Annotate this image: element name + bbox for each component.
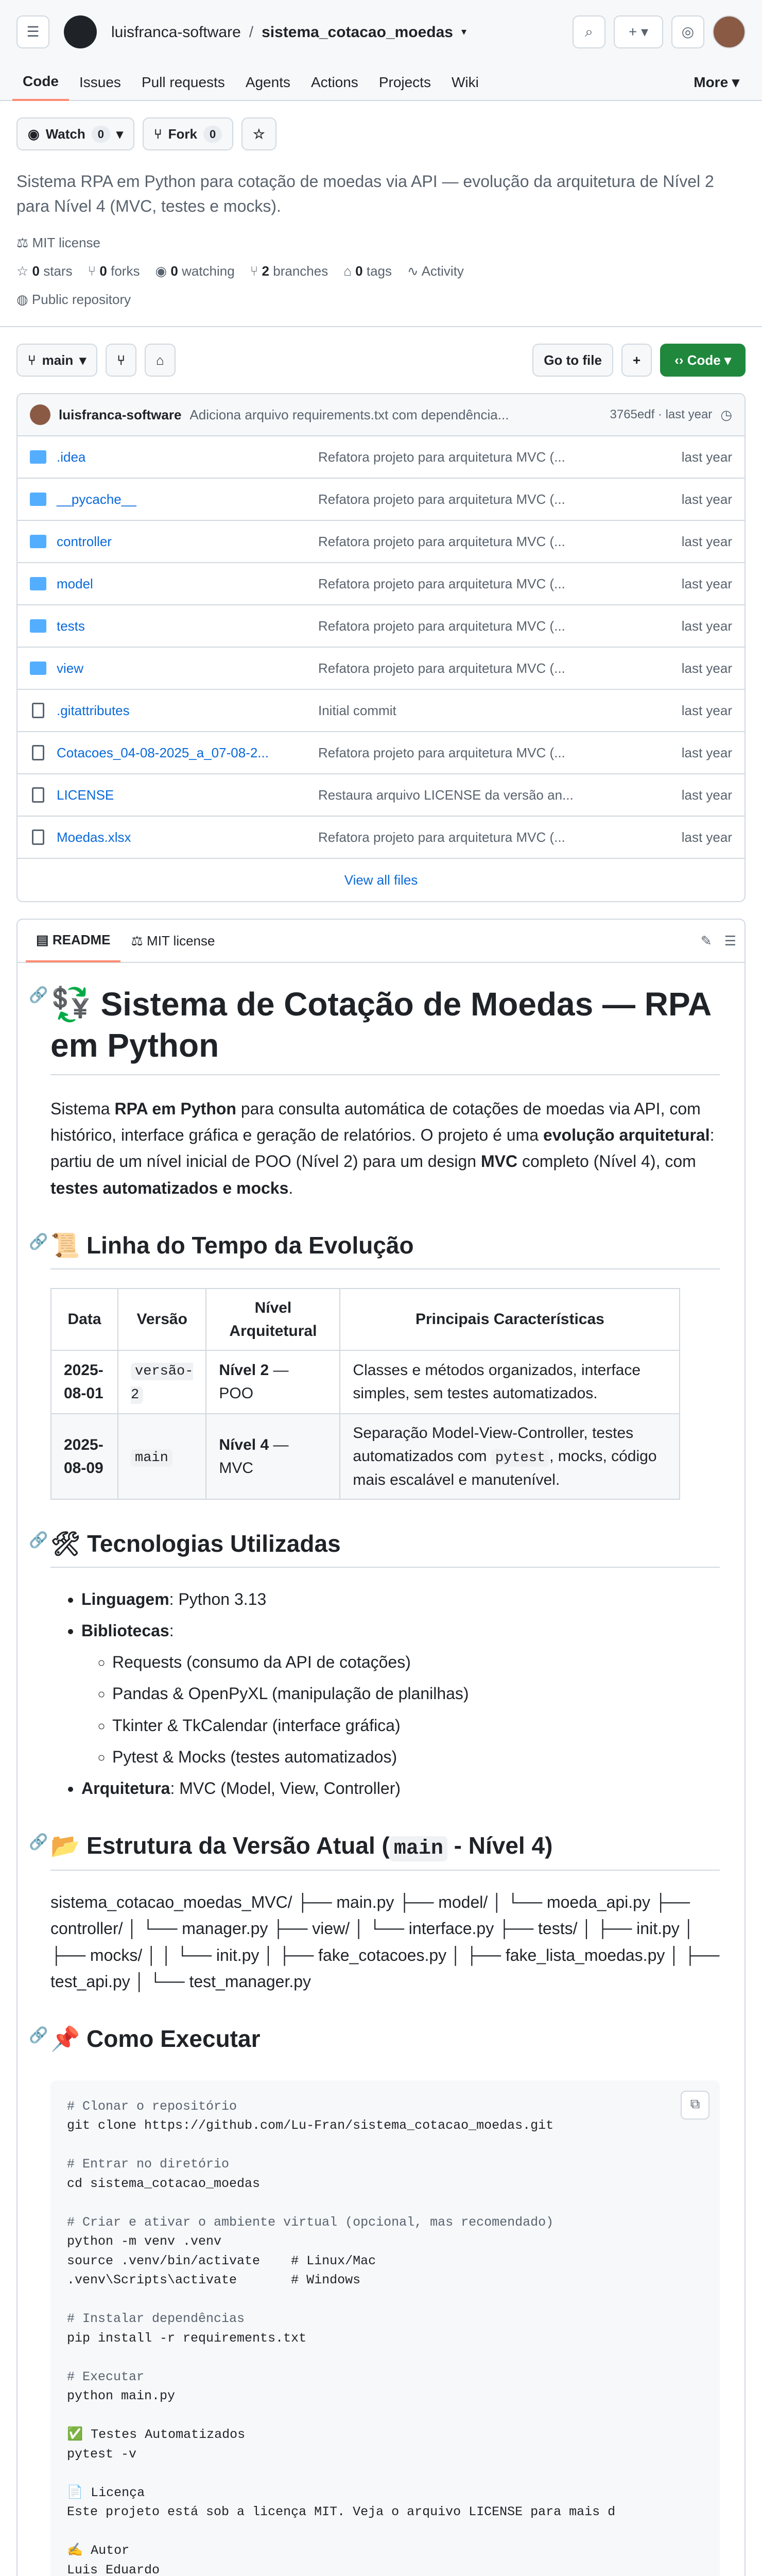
- file-commit-message[interactable]: Refatora projeto para arquitetura MVC (...: [318, 575, 565, 591]
- list-item: [81, 1775, 720, 1802]
- file-name[interactable]: .idea: [57, 449, 86, 465]
- watching-link[interactable]: ◉ 0 watching: [155, 263, 235, 279]
- file-icon: [32, 745, 44, 760]
- anchor-link-icon[interactable]: 🔗: [29, 2026, 48, 2044]
- col-header: Principais Características: [340, 1289, 680, 1350]
- row-features-b: , mocks, código mais escalável e manutenível.: [353, 1447, 657, 1489]
- tech-lang-label: Linguagem: [81, 1589, 169, 1608]
- code-line: pytest -v: [67, 2446, 137, 2462]
- tab-pull-requests[interactable]: Pull requests: [141, 74, 225, 90]
- intro-text-3: : partiu de um nível inicial de POO (Nível 2) para um design: [50, 1126, 715, 1171]
- file-date: last year: [681, 575, 732, 591]
- file-icon: [32, 829, 44, 845]
- anchor-link-icon[interactable]: 🔗: [29, 1532, 48, 1549]
- create-new-button[interactable]: + ▾: [614, 15, 663, 48]
- code-line: [67, 2464, 703, 2483]
- file-date: last year: [681, 449, 732, 465]
- file-name[interactable]: Moedas.xlsx: [57, 829, 131, 845]
- row-date: 2025-08-09: [64, 1436, 103, 1477]
- file-name[interactable]: LICENSE: [57, 787, 114, 803]
- forks-link[interactable]: ⑂ 0 forks: [88, 263, 140, 279]
- file-date: last year: [681, 787, 732, 803]
- tags-label: tags: [366, 263, 392, 279]
- anchor-link-icon[interactable]: 🔗: [29, 987, 48, 1004]
- tech-list: [50, 1586, 720, 1802]
- file-icon: [32, 787, 44, 803]
- file-row[interactable]: [18, 605, 744, 648]
- stars-link[interactable]: ☆ 0 stars: [16, 263, 73, 279]
- go-to-file-button[interactable]: Go to file: [532, 344, 613, 377]
- watching-label: watching: [182, 263, 235, 279]
- repo-tabs: [0, 64, 762, 101]
- tab-wiki[interactable]: Wiki: [451, 74, 479, 90]
- file-name[interactable]: model: [57, 575, 93, 591]
- repo-link[interactable]: sistema_cotacao_moedas: [262, 23, 453, 41]
- commit-message[interactable]: Adiciona arquivo requirements.txt com dependência...: [189, 406, 509, 422]
- fork-icon: ⑂: [154, 126, 162, 142]
- repo-header: [0, 0, 762, 101]
- branch-label: main: [42, 352, 74, 368]
- intro-text-4: completo (Nível 4), com: [517, 1152, 696, 1171]
- list-item: ◦ Tkinter & TkCalendar (interface gráfica): [112, 1713, 720, 1739]
- file-row[interactable]: [18, 732, 744, 774]
- code-line: # Entrar no diretório: [67, 2157, 230, 2172]
- file-row[interactable]: [18, 774, 744, 817]
- col-header: Nível Arquitetural: [206, 1289, 340, 1350]
- commit-hash[interactable]: 3765edf · last year: [610, 408, 713, 421]
- file-commit-message[interactable]: Refatora projeto para arquitetura MVC (...: [318, 660, 565, 676]
- file-row[interactable]: [18, 436, 744, 479]
- file-commit-message[interactable]: Refatora projeto para arquitetura MVC (...: [318, 449, 565, 465]
- code-line: cd sistema_cotacao_moedas: [67, 2176, 261, 2191]
- folder-icon: [30, 450, 46, 464]
- file-name[interactable]: .gitattributes: [57, 702, 130, 718]
- file-date: last year: [681, 618, 732, 634]
- tech-arch-label: Arquitetura: [81, 1778, 170, 1798]
- tab-issues[interactable]: Issues: [79, 74, 121, 90]
- code-line: git clone https://github.com/Lu-Fran/sistema_cotacao_moedas.git: [67, 2118, 554, 2133]
- code-line: [67, 2136, 703, 2155]
- fork-label: Fork: [168, 126, 197, 142]
- file-icon: [32, 703, 44, 718]
- owner-link[interactable]: luisfranca-software: [111, 23, 241, 41]
- readme-intro: [50, 1096, 720, 1201]
- edit-icon[interactable]: ✎: [700, 933, 712, 948]
- watch-button[interactable]: ◉ Watch 0 ▾: [16, 117, 134, 150]
- row-features-code: pytest: [491, 1449, 549, 1467]
- watch-label: Watch: [45, 126, 85, 142]
- chevron-down-icon[interactable]: ▾: [461, 26, 467, 38]
- file-commit-message[interactable]: Restaura arquivo LICENSE da versão an...: [318, 787, 574, 803]
- folder-icon: [30, 662, 46, 675]
- watching-count: 0: [170, 263, 178, 279]
- anchor-link-icon[interactable]: 🔗: [29, 1233, 48, 1250]
- list-item: ◦ Pandas & OpenPyXL (manipulação de planilhas): [112, 1681, 720, 1707]
- folder-icon: [30, 535, 46, 548]
- add-file-button[interactable]: +: [621, 344, 652, 377]
- file-commit-message[interactable]: Initial commit: [318, 702, 396, 718]
- stars-label: stars: [43, 263, 73, 279]
- menu-icon[interactable]: ☰: [16, 15, 49, 48]
- readme-panel: [16, 919, 746, 2576]
- branches-label: branches: [273, 263, 328, 279]
- list-item: [81, 1586, 720, 1613]
- readme-title: 💱 Sistema de Cotação de Moedas — RPA em Python: [50, 984, 720, 1075]
- code-line: 📄 Licença: [67, 2485, 145, 2500]
- branch-select[interactable]: ⑂ main ▾: [16, 344, 97, 377]
- tags-count: 0: [355, 263, 363, 279]
- tech-lang-value: : Python 3.13: [169, 1589, 267, 1608]
- issues-icon[interactable]: ◎: [671, 15, 704, 48]
- folder-icon: [30, 619, 46, 633]
- outline-icon[interactable]: ☰: [724, 933, 736, 948]
- tab-agents[interactable]: Agents: [245, 74, 290, 90]
- code-line: # Instalar dependências: [67, 2311, 245, 2327]
- tag-icon: ⌂: [155, 352, 164, 368]
- fork-count: 0: [203, 126, 222, 143]
- file-date: last year: [681, 491, 732, 507]
- timeline-heading: 📜 Linha do Tempo da Evolução: [50, 1230, 720, 1269]
- commit-author[interactable]: luisfranca-software: [59, 406, 182, 422]
- tab-more[interactable]: More ▾: [683, 64, 750, 101]
- readme-tab-label: README: [52, 931, 111, 947]
- folder-icon: [30, 577, 46, 590]
- code-line: ✅ Testes Automatizados: [67, 2427, 246, 2443]
- fork-button[interactable]: [143, 117, 233, 150]
- code-line: [67, 2290, 703, 2310]
- code-line: python -m venv .venv: [67, 2234, 222, 2249]
- branches-button[interactable]: [106, 344, 136, 377]
- eye-icon: ◉: [28, 126, 40, 142]
- book-icon: ▤: [36, 931, 49, 947]
- tech-arch-value: : MVC (Model, View, Controller): [170, 1778, 401, 1798]
- col-header: Data: [51, 1289, 118, 1350]
- structure-heading-b: - Nível 4): [447, 1832, 553, 1859]
- code-button[interactable]: ‹› Code ▾: [660, 344, 746, 377]
- tab-actions[interactable]: Actions: [310, 74, 358, 90]
- col-header: Versão: [118, 1289, 206, 1350]
- code-line: [67, 2522, 703, 2541]
- tags-button[interactable]: [145, 344, 176, 377]
- timeline-table: [50, 1288, 680, 1500]
- file-row[interactable]: [18, 690, 744, 732]
- row-features: [340, 1414, 680, 1500]
- folder-icon: [30, 493, 46, 506]
- run-heading: 📌 Como Executar: [50, 2025, 261, 2052]
- file-date: last year: [681, 702, 732, 718]
- row-version: main: [131, 1449, 172, 1467]
- row-version: versão-2: [131, 1363, 194, 1403]
- file-row[interactable]: [18, 817, 744, 859]
- code-line: # Criar e ativar o ambiente virtual (opcional, mas recomendado): [67, 2214, 554, 2230]
- watch-count: 0: [92, 126, 110, 143]
- table-row: [51, 1350, 680, 1414]
- file-row[interactable]: [18, 479, 744, 521]
- tech-heading: 🛠 Tecnologias Utilizadas: [50, 1529, 720, 1568]
- copy-icon[interactable]: ⧉: [681, 2091, 709, 2120]
- file-name[interactable]: controller: [57, 533, 112, 549]
- anchor-link-icon[interactable]: 🔗: [29, 1834, 48, 1851]
- tab-license[interactable]: [120, 919, 225, 962]
- intro-bold-2: evolução arquitetural: [543, 1126, 710, 1145]
- file-row[interactable]: [18, 648, 744, 690]
- license-link[interactable]: [16, 233, 746, 253]
- star-icon: ☆: [253, 126, 265, 142]
- code-line: # Clonar o repositório: [67, 2098, 237, 2114]
- license-tab-label: MIT license: [147, 933, 215, 948]
- file-commit-message[interactable]: Refatora projeto para arquitetura MVC (...: [318, 533, 565, 549]
- intro-bold-4: testes automatizados e mocks: [50, 1178, 289, 1197]
- code-icon: ‹›: [674, 352, 684, 368]
- code-line: .venv\Scripts\activate # Windows: [67, 2273, 361, 2288]
- more-label: More: [694, 74, 729, 90]
- license-label: MIT license: [32, 235, 100, 250]
- structure-heading-a: 📂 Estrutura da Versão Atual (: [50, 1832, 390, 1859]
- file-date: last year: [681, 744, 732, 760]
- stars-count: 0: [32, 263, 40, 279]
- branch-icon: ⑂: [28, 352, 36, 368]
- file-commit-message[interactable]: Refatora projeto para arquitetura MVC (...: [318, 744, 565, 760]
- structure-heading-code: main: [390, 1836, 447, 1861]
- user-avatar[interactable]: [713, 15, 746, 48]
- file-date: last year: [681, 829, 732, 845]
- code-line: ✍ Autor: [67, 2543, 130, 2558]
- list-item: • Bibliotecas: ◦ Requests (consumo da API de cotações) ◦ Pandas & OpenPyXL (manipulação de planilhas) ◦ Tkinter & TkCalendar (interface gráfica) ◦ Pytest & Mocks (testes automatizados): [81, 1618, 720, 1770]
- tab-readme[interactable]: [26, 919, 120, 962]
- tags-link[interactable]: ⌂ 0 tags: [343, 263, 392, 279]
- file-date: last year: [681, 533, 732, 549]
- repo-summary: [0, 101, 762, 310]
- file-commit-message[interactable]: Refatora projeto para arquitetura MVC (...: [318, 491, 565, 507]
- tech-libs-label: Bibliotecas: [81, 1621, 169, 1640]
- branch-bar: [0, 327, 762, 377]
- intro-text-5: .: [288, 1178, 293, 1197]
- file-browser: [16, 393, 746, 902]
- activity-label: Activity: [421, 263, 464, 279]
- code-line: source .venv/bin/activate # Linux/Mac: [67, 2253, 376, 2268]
- law-icon: ⚖: [16, 235, 29, 250]
- branches-link[interactable]: ⑂ 2 branches: [250, 263, 328, 279]
- intro-bold-3: MVC: [480, 1152, 518, 1171]
- structure-text: sistema_cotacao_moedas_MVC/ ├── main.py ├── model/ │ └── moeda_api.py ├── controller/ │ └── manager.py ├── view/ │ └── interface.py ├── tests/ │ ├── init.py │ ├── mocks/ │ │ └── init.py │ ├── fake_cotacoes.py │ ├── fake_lista_moedas.py │ ├── test_api.py │ └── test_manager.py: [50, 1893, 720, 1991]
- search-icon[interactable]: ⌕: [573, 15, 605, 48]
- code-line: # Executar: [67, 2369, 145, 2384]
- row-features-a: Separação Model-View-Controller, testes automatizados com: [353, 1424, 634, 1465]
- view-all-files-link[interactable]: View all files: [344, 872, 418, 888]
- branches-count: 2: [262, 263, 270, 279]
- intro-text-2: para consulta automática de cotações de moedas via API, com histórico, interface gráfica e geração de relatórios. O projeto é uma: [50, 1099, 701, 1145]
- row-level: Nível 2: [219, 1362, 269, 1379]
- intro-text-1: Sistema: [50, 1099, 115, 1118]
- file-name[interactable]: tests: [57, 618, 85, 634]
- github-logo-icon[interactable]: [64, 15, 97, 48]
- row-level-tail: — POO: [219, 1362, 289, 1402]
- code-line: Luis Eduardo: [67, 2562, 160, 2576]
- globe-icon: ◍: [16, 292, 28, 307]
- repo-description: Sistema RPA em Python para cotação de moedas via API — evolução da arquitetura de Nível 2 para Nível 4 (MVC, testes e mocks).: [16, 172, 714, 215]
- file-name[interactable]: Cotacoes_04-08-2025_a_07-08-2...: [57, 744, 269, 760]
- star-button[interactable]: [241, 117, 276, 150]
- structure-heading: [50, 1831, 720, 1871]
- tab-code[interactable]: Code: [12, 64, 69, 101]
- code-line: [67, 2193, 703, 2213]
- code-line: pip install -r requirements.txt: [67, 2330, 307, 2346]
- history-icon[interactable]: ◷: [720, 406, 732, 422]
- forks-count: 0: [99, 263, 107, 279]
- law-icon: ⚖: [131, 933, 143, 948]
- file-name[interactable]: __pycache__: [57, 491, 136, 507]
- tab-projects[interactable]: Projects: [378, 74, 431, 90]
- code-line: [67, 2406, 703, 2426]
- breadcrumb: luisfranca-software / sistema_cotacao_moedas ▾: [111, 21, 466, 44]
- table-row: [51, 1414, 680, 1500]
- intro-bold-1: RPA em Python: [114, 1099, 236, 1118]
- code-line: [67, 2348, 703, 2367]
- file-name[interactable]: view: [57, 660, 84, 676]
- code-label: Code: [687, 352, 721, 368]
- list-item: ◦ Pytest & Mocks (testes automatizados): [112, 1744, 720, 1770]
- file-commit-message[interactable]: Refatora projeto para arquitetura MVC (...: [318, 829, 565, 845]
- code-block: [50, 2080, 720, 2576]
- file-commit-message[interactable]: Refatora projeto para arquitetura MVC (...: [318, 618, 565, 634]
- row-date: 2025-08-01: [64, 1362, 103, 1402]
- file-row[interactable]: [18, 563, 744, 605]
- file-row[interactable]: [18, 521, 744, 563]
- avatar[interactable]: [30, 404, 50, 425]
- visibility-label: Public repository: [31, 292, 131, 307]
- git-branch-icon: ⑂: [117, 352, 125, 368]
- file-date: last year: [681, 660, 732, 676]
- visibility: [16, 290, 746, 310]
- code-line: python main.py: [67, 2388, 176, 2404]
- activity-link[interactable]: ∿ Activity: [407, 263, 464, 279]
- row-features: Classes e métodos organizados, interface simples, sem testes automatizados.: [340, 1350, 680, 1414]
- row-level-tail: — MVC: [219, 1436, 289, 1477]
- code-line: Este projeto está sob a licença MIT. Veja o arquivo LICENSE para mais d: [67, 2504, 616, 2520]
- row-level: Nível 4: [219, 1436, 269, 1453]
- forks-label: forks: [111, 263, 140, 279]
- latest-commit: [18, 394, 744, 436]
- list-item: ◦ Requests (consumo da API de cotações): [112, 1649, 720, 1675]
